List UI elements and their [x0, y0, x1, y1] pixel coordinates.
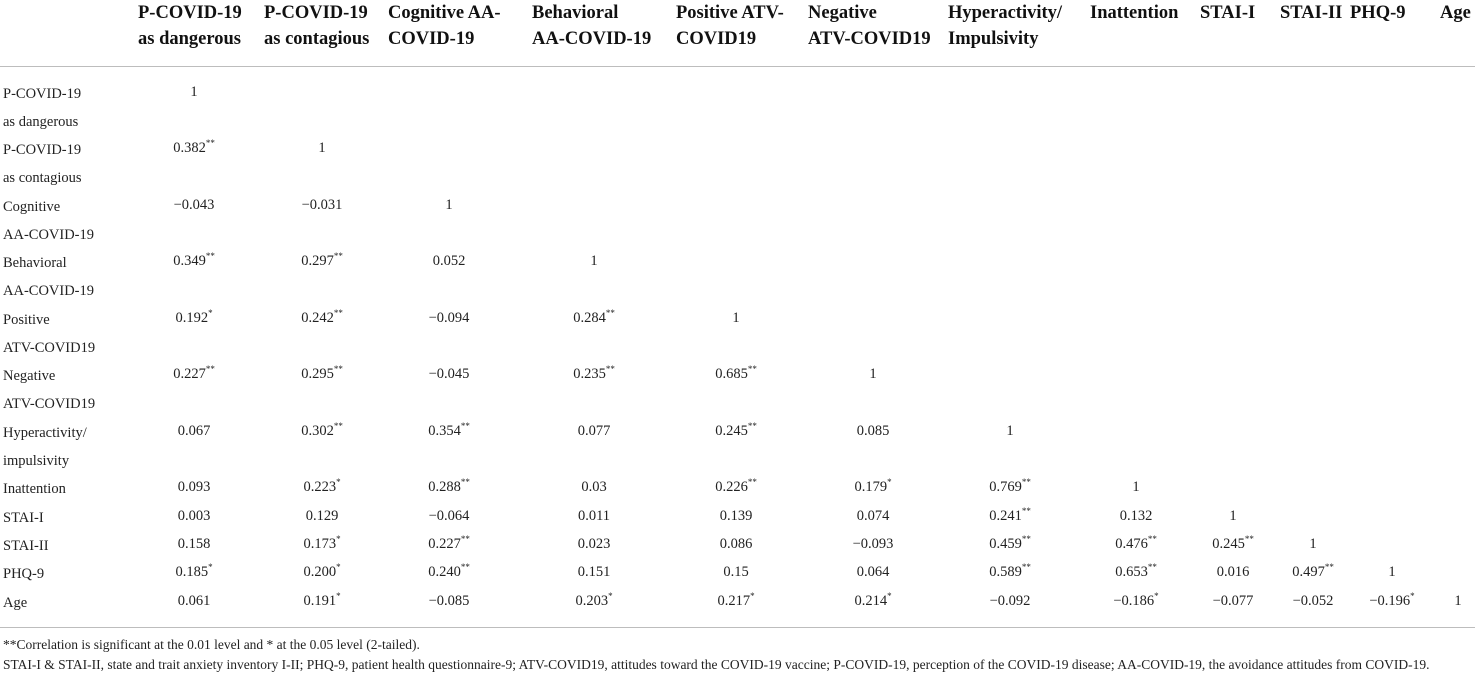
correlation-value: −0.196*: [1369, 591, 1415, 609]
correlation-value: 0.085: [856, 423, 890, 439]
column-header: P-COVID-19 as dangerous: [138, 3, 242, 49]
correlation-value: 1: [190, 84, 198, 100]
correlation-value: 0.226**: [715, 477, 757, 495]
correlation-value: 0.227**: [428, 534, 470, 552]
row-label: STAI-I: [3, 510, 44, 526]
column-header: Age: [1440, 3, 1471, 23]
correlation-value: −0.043: [173, 197, 215, 213]
column-header: PHQ-9: [1350, 3, 1406, 23]
column-header: P-COVID-19 as contagious: [264, 3, 370, 49]
correlation-value: 0.185*: [175, 562, 213, 580]
correlation-value: 0.064: [856, 564, 890, 580]
column-header: Behavioral AA-COVID-19: [532, 3, 652, 49]
column-header: Positive ATV- COVID19: [676, 3, 784, 49]
correlation-value: 0.589**: [989, 562, 1031, 580]
correlation-value: 0.685**: [715, 364, 757, 382]
correlation-value: 0.295**: [301, 364, 343, 382]
correlation-value: 1: [590, 253, 598, 269]
correlation-value: 0.245**: [1212, 534, 1254, 552]
correlation-value: 0.242**: [301, 308, 343, 326]
correlation-value: 0.173*: [303, 534, 341, 552]
correlation-value: 0.129: [305, 508, 339, 524]
correlation-value: −0.045: [428, 366, 470, 382]
correlation-value: 0.240**: [428, 562, 470, 580]
column-header: Inattention: [1090, 3, 1179, 23]
row-label: Negative ATV-COVID19: [3, 368, 96, 412]
correlation-value: 0.459**: [989, 534, 1031, 552]
correlation-value: 0.003: [177, 508, 211, 524]
correlation-value: 0.052: [432, 253, 466, 269]
correlation-value: −0.064: [428, 508, 470, 524]
correlation-value: 0.011: [577, 508, 611, 524]
correlation-value: 0.023: [577, 536, 611, 552]
correlation-value: 0.03: [581, 479, 607, 495]
correlation-value: 0.241**: [989, 506, 1031, 524]
row-label: Positive ATV-COVID19: [3, 312, 96, 356]
correlation-value: 0.203*: [575, 591, 613, 609]
correlation-value: 1: [732, 310, 740, 326]
correlation-value: 0.217*: [717, 591, 755, 609]
correlation-value: 0.288**: [428, 477, 470, 495]
correlation-value: 0.179*: [854, 477, 892, 495]
correlation-value: 0.093: [177, 479, 211, 495]
correlation-value: 0.158: [177, 536, 211, 552]
correlation-value: −0.077: [1212, 593, 1254, 609]
correlation-value: 1: [318, 140, 326, 156]
correlation-value: −0.031: [301, 197, 343, 213]
column-header: Negative ATV-COVID19: [808, 3, 931, 49]
correlation-value: 0.354**: [428, 421, 470, 439]
correlation-value: 0.227**: [173, 364, 215, 382]
correlation-value: 0.192*: [175, 308, 213, 326]
column-header: STAI-I: [1200, 3, 1256, 23]
row-label: Hyperactivity/ impulsivity: [3, 425, 87, 469]
correlation-value: 0.476**: [1115, 534, 1157, 552]
correlation-value: 0.139: [719, 508, 753, 524]
correlation-value: 1: [445, 197, 453, 213]
correlation-value: 0.200*: [303, 562, 341, 580]
correlation-value: 1: [1388, 564, 1396, 580]
correlation-value: 1: [1309, 536, 1317, 552]
correlation-value: −0.085: [428, 593, 470, 609]
correlation-value: 0.223*: [303, 477, 341, 495]
correlation-value: 0.086: [719, 536, 753, 552]
row-label: Age: [3, 595, 28, 611]
correlation-value: 1: [1132, 479, 1140, 495]
correlation-value: 0.349**: [173, 251, 215, 269]
row-label: Cognitive AA-COVID-19: [3, 199, 95, 243]
row-label: PHQ-9: [3, 566, 45, 582]
row-label: P-COVID-19 as dangerous: [3, 86, 82, 130]
correlation-value: −0.094: [428, 310, 470, 326]
correlation-value: 0.074: [856, 508, 890, 524]
correlation-value: 0.077: [577, 423, 611, 439]
column-header: Cognitive AA- COVID-19: [388, 3, 501, 49]
column-header: Hyperactivity/ Impulsivity: [948, 3, 1063, 49]
correlation-value: 0.214*: [854, 591, 892, 609]
correlation-value: 0.653**: [1115, 562, 1157, 580]
header-rule: [0, 66, 1475, 67]
correlation-value: −0.093: [852, 536, 894, 552]
row-label: Behavioral AA-COVID-19: [3, 255, 95, 299]
correlation-value: 1: [1454, 593, 1462, 609]
correlation-value: 0.245**: [715, 421, 757, 439]
correlation-value: 0.284**: [573, 308, 615, 326]
column-header: STAI-II: [1280, 3, 1343, 23]
correlation-value: 0.382**: [173, 138, 215, 156]
correlation-value: 0.235**: [573, 364, 615, 382]
correlation-value: 0.191*: [303, 591, 341, 609]
correlation-value: 0.061: [177, 593, 211, 609]
bottom-rule: [0, 627, 1475, 628]
footnote-significance: **Correlation is significant at the 0.01 level and * at the 0.05 level (2-tailed).: [3, 637, 420, 652]
correlation-value: 1: [1006, 423, 1014, 439]
correlation-value: 1: [1229, 508, 1237, 524]
correlation-value: 0.769**: [989, 477, 1031, 495]
row-label: STAI-II: [3, 538, 49, 554]
correlation-value: −0.052: [1292, 593, 1334, 609]
row-label: Inattention: [3, 481, 66, 497]
correlation-value: 0.132: [1119, 508, 1153, 524]
footnote-abbreviations: STAI-I & STAI-II, state and trait anxiety inventory I-II; PHQ-9, patient health questionnaire-9; ATV-COVID19, attitudes toward the COVID-19 vaccine; P-COVID-19, perception of the COVID-19 disease; AA-COVID-19, the avoidance attitudes from COVID-19.: [3, 657, 1430, 672]
correlation-value: 0.297**: [301, 251, 343, 269]
correlation-value: 0.151: [577, 564, 611, 580]
correlation-value: 0.15: [723, 564, 749, 580]
correlation-value: 0.497**: [1292, 562, 1334, 580]
correlation-value: −0.092: [989, 593, 1031, 609]
row-label: P-COVID-19 as contagious: [3, 142, 82, 186]
correlation-value: 1: [869, 366, 877, 382]
correlation-value: 0.016: [1216, 564, 1250, 580]
correlation-value: 0.067: [177, 423, 211, 439]
correlation-value: −0.186*: [1113, 591, 1159, 609]
correlation-value: 0.302**: [301, 421, 343, 439]
